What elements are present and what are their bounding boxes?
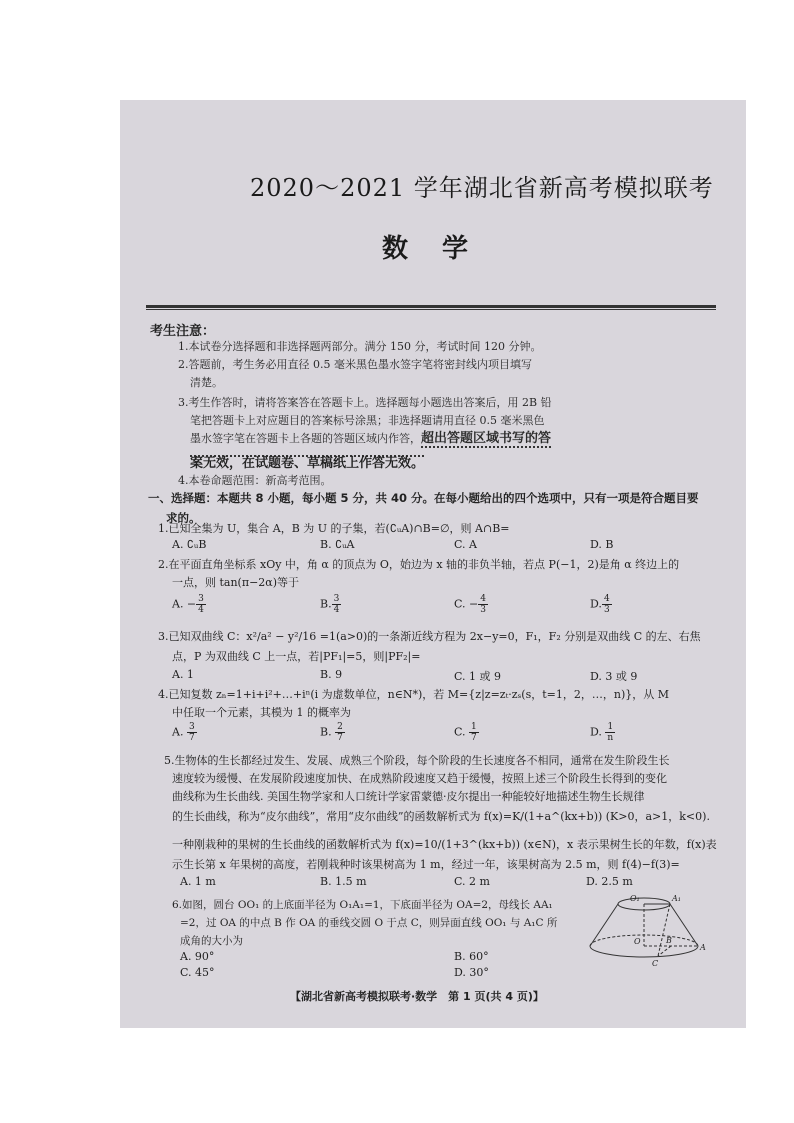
label-a1: A₁ (672, 894, 681, 903)
notice-item-3-emphasis-text: 案无效，在试题卷、草稿纸上作答无效。 (190, 456, 425, 471)
segment-a1c (658, 904, 670, 956)
notice-item-4: 4.本卷命题范围：新高考范围。 (178, 474, 332, 487)
segment-bc (658, 946, 671, 956)
question-1-stem: 1.已知全集为 U，集合 A，B 为 U 的子集，若(∁ᵤA)∩B=∅，则 A∩B= (158, 522, 510, 535)
question-5-option-c: C. 2 m (454, 875, 490, 888)
question-4-option-b: B. $\frac{2}{7}$ (320, 722, 343, 743)
label-a: A (700, 943, 706, 952)
question-3-option-a: A. 1 (172, 668, 194, 681)
question-4-stem-2: 中任取一个元素，其模为 1 的概率为 (172, 706, 351, 719)
notice-item-3-text: 墨水签字笔在答题卡上各题的答题区域内作答， (190, 432, 421, 445)
question-1-option-b: B. ∁ᵤA (320, 538, 355, 551)
question-4-stem-1: 4.已知复数 zₙ=1+i+i²+…+iⁿ(i 为虚数单位，n∈N*)，若 M={z|z=zₜ·zₛ(s，t=1，2，…，n)}，从 M (158, 688, 669, 701)
question-1-option-d: D. B (590, 538, 614, 551)
label-o: O (634, 937, 641, 946)
question-2-option-d: D. $\frac{4}{3}$ (590, 594, 610, 615)
question-5-line-2: 速度较为缓慢、在发展阶段速度加快、在成熟阶段速度又趋于缓慢，按照上述三个阶段生长得到的变化 (172, 772, 667, 785)
question-3-stem-2: 点，P 为双曲线 C 上一点，若|PF₁|=5，则|PF₂|= (172, 650, 421, 663)
question-6-line-1: 6.如图，圆台 OO₁ 的上底面半径为 O₁A₁=1，下底面半径为 OA=2，母线长 AA₁ (172, 899, 553, 911)
question-4-option-c: C. $\frac{1}{7}$ (454, 722, 477, 743)
notice-item-3: 3.考生作答时，请将答案答在答题卡上。选择题每小题选出答案后，用 2B 铅 (178, 396, 552, 409)
label-b: B (666, 936, 672, 945)
exam-page (120, 100, 746, 1028)
question-5-line-3: 曲线称为生长曲线. 美国生物学家和人口统计学家雷蒙德·皮尔提出一种能较好地描述生物生长规律 (172, 790, 645, 803)
notice-item-2: 2.答题前，考生务必用直径 0.5 毫米黑色墨水签字笔将密封线内项目填写 (178, 358, 532, 371)
frustum-bottom-front-arc (590, 946, 698, 957)
page-footer: 【湖北省新高考模拟联考·数学 第 1 页(共 4 页)】 (290, 990, 544, 1003)
question-3-option-c: C. 1 或 9 (454, 670, 502, 683)
question-2-stem-2: 一点，则 tan(π−2α)等于 (172, 576, 300, 589)
question-3-option-d: D. 3 或 9 (590, 670, 638, 683)
question-2-option-a: A. − $\frac{3}{4}$ (172, 594, 204, 615)
question-4-option-a: A. $\frac{3}{7}$ (172, 722, 195, 743)
notice-item-1: 1.本试卷分选择题和非选择题两部分。满分 150 分，考试时间 120 分钟。 (178, 340, 542, 353)
question-4-option-d: D. $\frac{1}{n}$ (590, 722, 614, 743)
label-c: C (652, 959, 659, 968)
notice-item-2-cont: 清楚。 (190, 376, 223, 389)
question-6-option-a: A. 90° (180, 950, 215, 963)
question-5-line-5: 一种刚栽种的果树的生长曲线的函数解析式为 f(x)=10/(1+3^(kx+b)) (x∈N)，x 表示果树生长的年数，f(x)表 (172, 838, 717, 851)
exam-title: 2020～2021 学年湖北省新高考模拟联考 (250, 174, 714, 202)
question-6-option-c: C. 45° (180, 966, 215, 979)
frustum-figure (586, 890, 716, 970)
question-5-line-1: 5.生物体的生长都经过发生、发展、成熟三个阶段，每个阶段的生长速度各不相同，通常在发生阶段生长 (164, 754, 670, 767)
section-1-line-1: 一、选择题：本题共 8 小题，每小题 5 分，共 40 分。在每小题给出的四个选项中，只有一项是符合题目要 (148, 491, 699, 505)
frustum-left-generatrix (590, 904, 618, 946)
notice-heading: 考生注意： (150, 324, 216, 339)
question-3-stem-1: 3.已知双曲线 C：x²/a² − y²/16 =1(a>0)的一条渐近线方程为 2x−y=0，F₁，F₂ 分别是双曲线 C 的左、右焦 (158, 630, 701, 643)
question-2-stem-1: 2.在平面直角坐标系 xOy 中，角 α 的顶点为 O，始边为 x 轴的非负半轴，若点 P(−1，2)是角 α 终边上的 (158, 558, 680, 571)
question-6-line-2: =2，过 OA 的中点 B 作 OA 的垂线交圆 O 于点 C，则异面直线 OO₁ 与 A₁C 所 (180, 917, 558, 929)
question-6-option-d: D. 30° (454, 966, 489, 979)
label-o1: O₁ (630, 894, 640, 903)
frustum-right-generatrix (670, 904, 698, 946)
question-1-option-a: A. ∁ᵤB (172, 538, 207, 551)
question-5-option-b: B. 1.5 m (320, 875, 367, 888)
question-1-option-c: C. A (454, 538, 477, 551)
section-1-line-2: 求的。 (166, 511, 201, 525)
notice-item-3-cont: 笔把答题卡上对应题目的答案标号涂黑；非选择题请用直径 0.5 毫米黑色 (190, 414, 545, 427)
question-2-option-c: C. − $\frac{4}{3}$ (454, 594, 486, 615)
question-5-option-a: A. 1 m (180, 875, 216, 888)
notice-item-3-emphasis: 超出答题区域书写的答 (421, 431, 552, 446)
notice-item-3-emphasis-cont (190, 436, 425, 471)
question-5-option-d: D. 2.5 m (586, 875, 633, 888)
question-6-line-3: 成角的大小为 (180, 935, 243, 947)
question-3-option-b: B. 9 (320, 668, 343, 681)
question-5-line-6: 示生长第 x 年果树的高度，若刚栽种时该果树高为 1 m，经过一年，该果树高为 2.5 m，则 f(4)−f(3)= (172, 858, 680, 871)
question-6-option-b: B. 60° (454, 950, 489, 963)
question-5-line-4: 的生长曲线，称为“皮尔曲线”，常用“皮尔曲线”的函数解析式为 f(x)=K/(1+a^(kx+b)) (K>0，a>1，k<0). (172, 810, 710, 823)
header-divider (146, 305, 716, 310)
subject-title: 数学 (382, 234, 503, 264)
question-2-option-b: B. $\frac{3}{4}$ (320, 594, 340, 615)
